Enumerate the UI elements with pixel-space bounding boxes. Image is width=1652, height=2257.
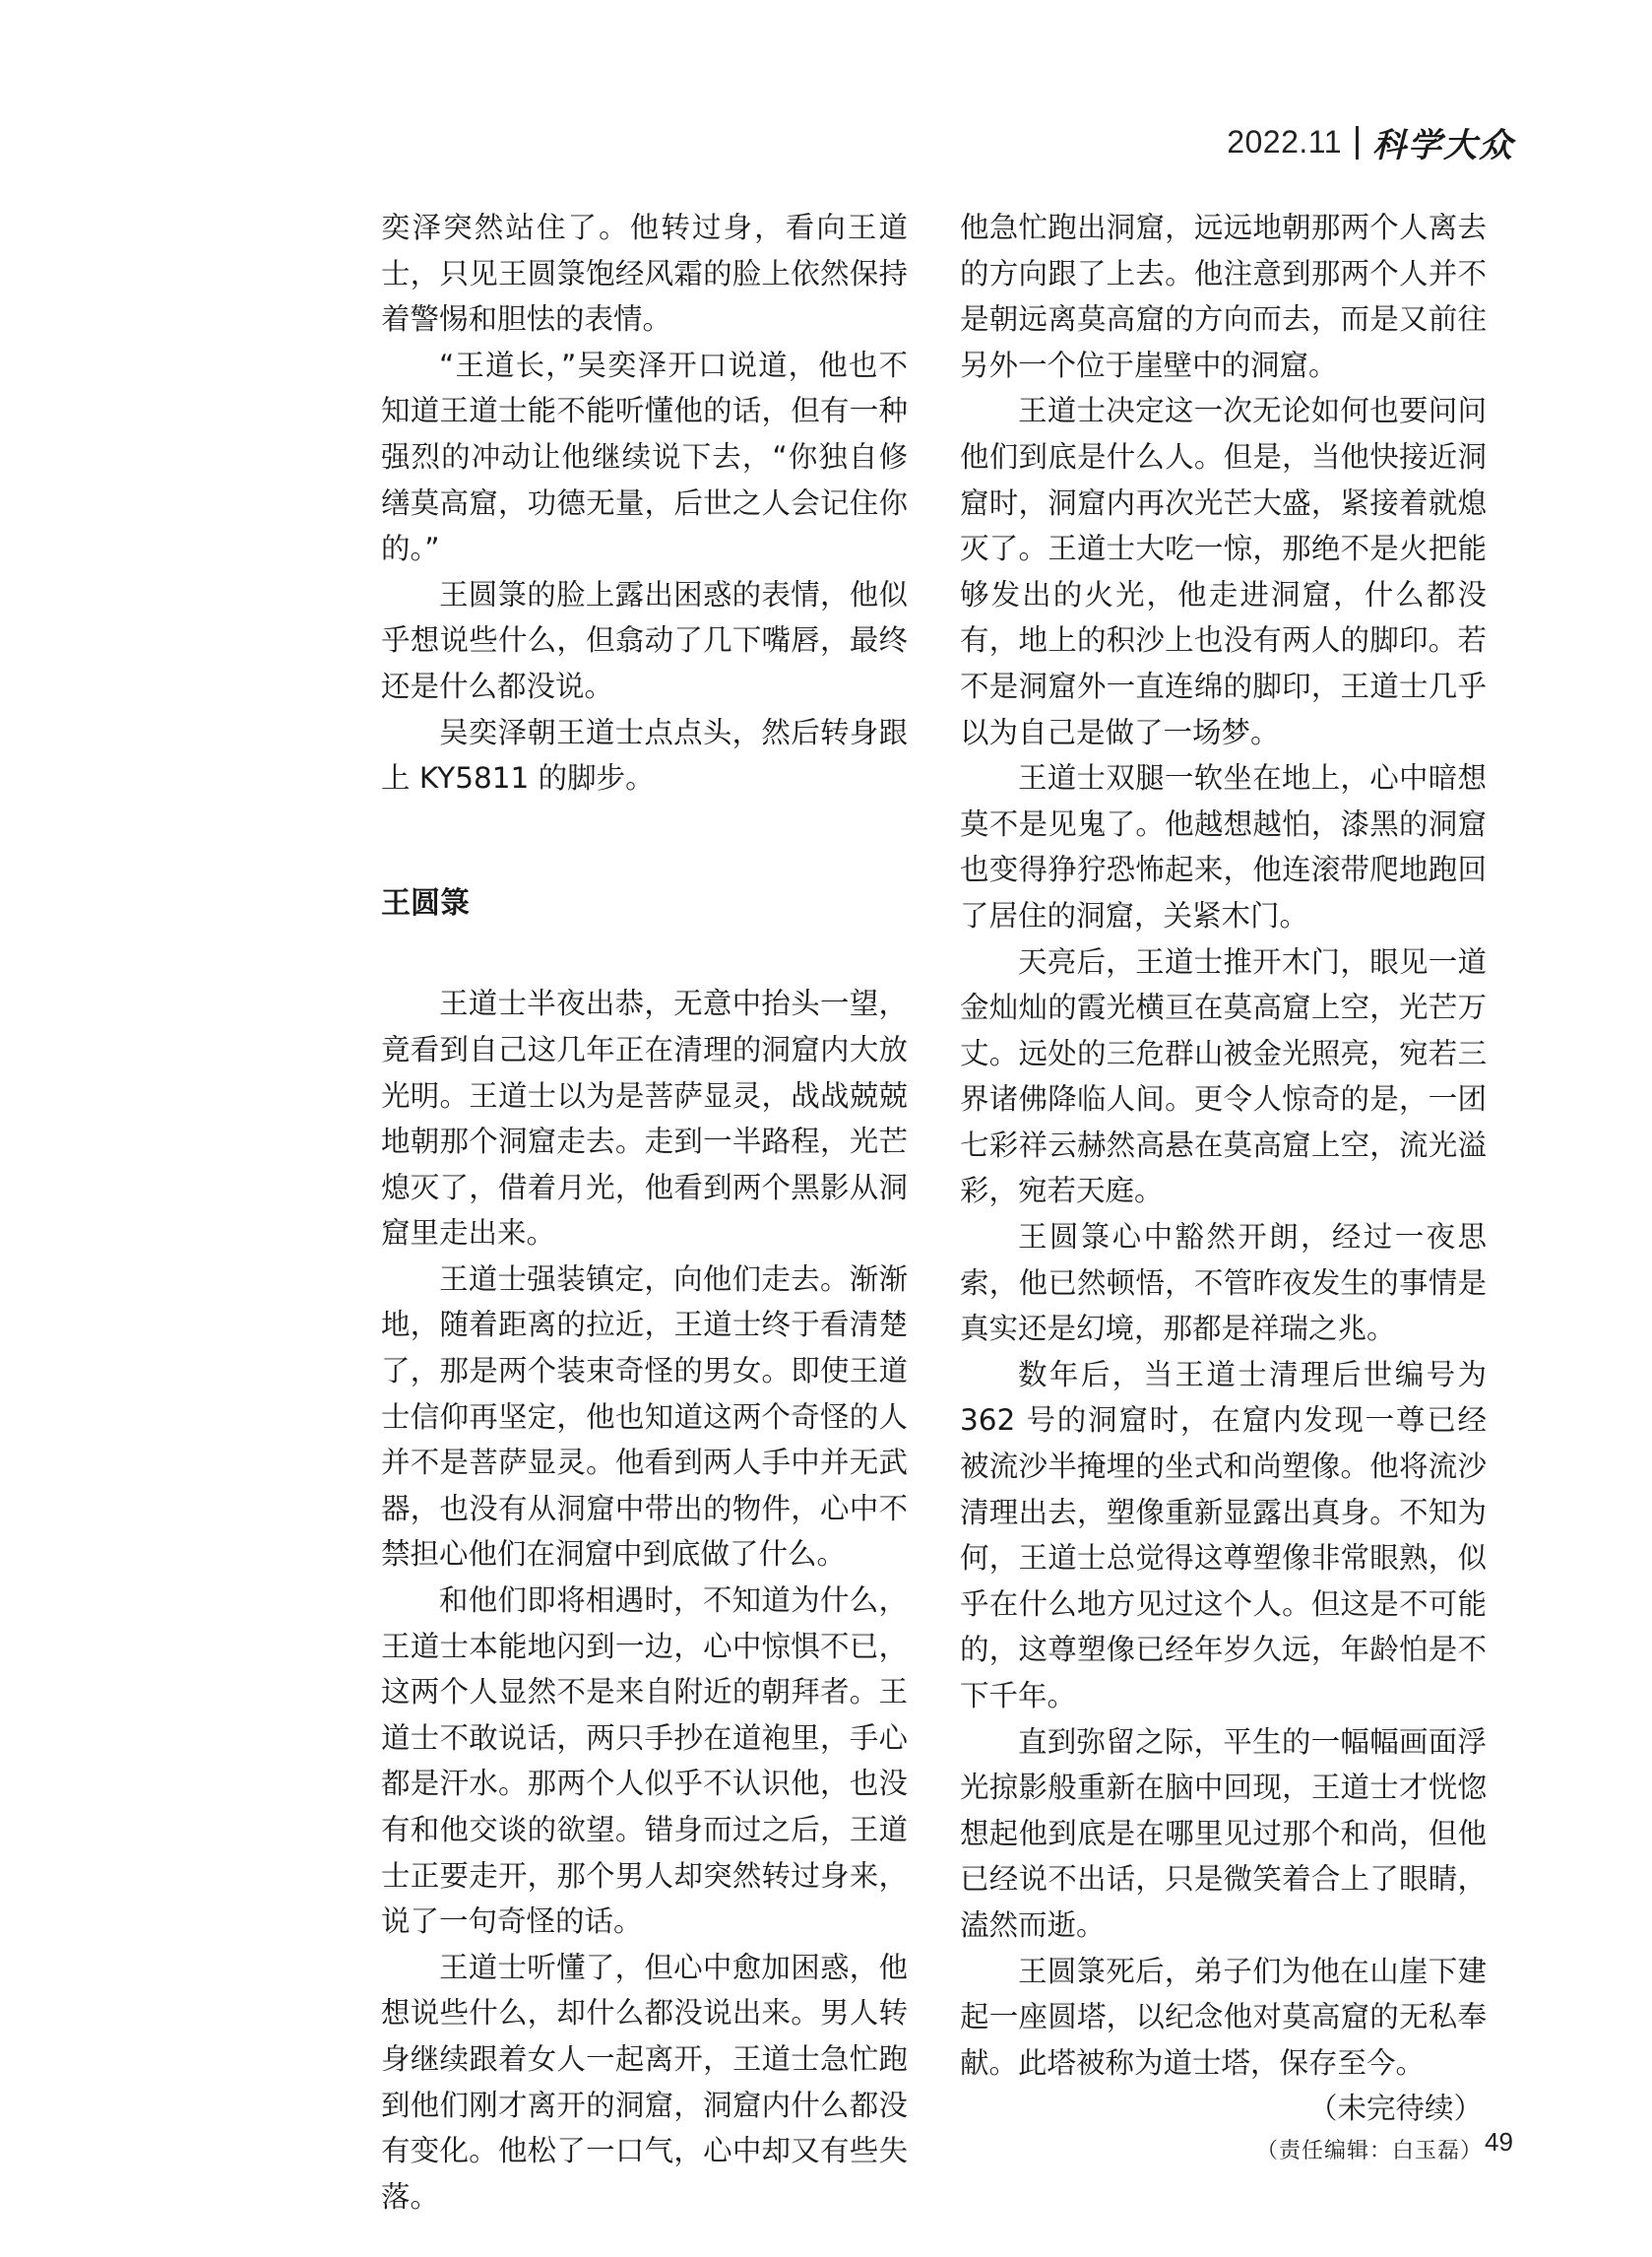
paragraph: 和他们即将相遇时，不知道为什么，王道士本能地闪到一边，心中惊惧不已，这两个人显然不是来自附近的朝拜者。王道士不敢说话，两只手抄在道袍里，手心都是汗水。那两个人似乎不认识他，也没有和他交谈的欲望。错身而过之后，王道士正要走开，那个男人却突然转过身来，说了一句奇怪的话。: [381, 1583, 908, 1939]
magazine-logo: 科学大众: [1372, 126, 1514, 165]
right-column: [960, 205, 1487, 2171]
paragraph: “王道长，”吴奕泽开口说道，他也不知道王道士能不能听懂他的话，但有一种强烈的冲动让他继续说下去，“你独自修缮莫高窟，功德无量，后世之人会记住你的。”: [381, 348, 908, 566]
paragraph: 王道士强装镇定，向他们走去。渐渐地，随着距离的拉近，王道士终于看清楚了，那是两个装束奇怪的男女。即使王道士信仰再坚定，他也知道这两个奇怪的人并不是菩萨显灵。他看到两人手中并无武器，也没有从洞窟中带出的物件，心中不禁担心他们在洞窟中到底做了什么。: [381, 1261, 908, 1572]
editor-credit: （责任编辑：白玉磊）: [1255, 2138, 1483, 2163]
paragraph: 王圆箓死后，弟子们为他在山崖下建起一座圆塔，以纪念他对莫高窟的无私奉献。此塔被称为道士塔，保存至今。: [960, 1954, 1487, 2080]
paragraph: 天亮后，王道士推开木门，眼见一道金灿灿的霞光横亘在莫高窟上空，光芒万丈。远处的三危群山被金光照亮，宛若三界诸佛降临人间。更令人惊奇的是，一团七彩祥云赫然高悬在莫高窟上空，流光溢彩，宛若天庭。: [960, 944, 1487, 1208]
paragraph: 王圆箓心中豁然开朗，经过一夜思索，他已然顿悟，不管昨夜发生的事情是真实还是幻境，那都是祥瑞之兆。: [960, 1220, 1487, 1346]
paragraph: 王圆箓的脸上露出困惑的表情，他似乎想说些什么，但翕动了几下嘴唇，最终还是什么都没说。: [381, 577, 908, 703]
paragraph: 王道士半夜出恭，无意中抬头一望，竟看到自己这几年正在清理的洞窟内大放光明。王道士以为是菩萨显灵，战战兢兢地朝那个洞窟走去。走到一半路程，光芒熄灭了，借着月光，他看到两个黑影从洞窟里走出来。: [381, 987, 908, 1251]
paragraph: 奕泽突然站住了。他转过身，看向王道士，只见王圆箓饱经风霜的脸上依然保持着警惕和胆怯的表情。: [381, 211, 908, 337]
paragraph: 王道士听懂了，但心中愈加困惑，他想说些什么，却什么都没说出来。男人转身继续跟着女人一起离开，王道士急忙跑到他们刚才离开的洞窟，洞窟内什么都没有变化。他松了一口气，心中却又有些失落。: [381, 1950, 908, 2214]
header-divider: [1356, 126, 1359, 160]
section-heading: 王圆箓: [381, 885, 470, 921]
paragraph: 王道士决定这一次无论如何也要问问他们到底是什么人。但是，当他快接近洞窟时，洞窟内再次光芒大盛，紧接着就熄灭了。王道士大吃一惊，那绝不是火把能够发出的火光，他走进洞窟，什么都没有，地上的积沙上也没有两人的脚印。若不是洞窟外一直连绵的脚印，王道士几乎以为自己是做了一场梦。: [960, 394, 1487, 749]
to-be-continued: （未完待续）: [1307, 2092, 1483, 2126]
page-header: [1227, 118, 1514, 166]
paragraph: 吴奕泽朝王道士点点头，然后转身跟上 KY5811 的脚步。: [381, 715, 908, 796]
issue-date: 2022.11: [1227, 124, 1342, 160]
paragraph: 数年后，当王道士清理后世编号为 362 号的洞窟时，在窟内发现一尊已经被流沙半掩埋的坐式和尚塑像。他将流沙清理出去，塑像重新显露出真身。不知为何，王道士总觉得这尊塑像非常眼熟，似乎在什么地方见过这个人。但这是不可能的，这尊塑像已经年岁久远，年龄怕是不下千年。: [960, 1357, 1487, 1712]
page-number: 49: [1485, 2127, 1513, 2157]
left-column: [381, 205, 908, 2220]
paragraph: 他急忙跑出洞窟，远远地朝那两个人离去的方向跟了上去。他注意到那两个人并不是朝远离莫高窟的方向而去，而是又前往另外一个位于崖壁中的洞窟。: [960, 211, 1487, 382]
paragraph: 直到弥留之际，平生的一幅幅画面浮光掠影般重新在脑中回现，王道士才恍惚想起他到底是在哪里见过那个和尚，但他已经说不出话，只是微笑着合上了眼睛，溘然而逝。: [960, 1724, 1487, 1942]
paragraph: 王道士双腿一软坐在地上，心中暗想莫不是见鬼了。他越想越怕，漆黑的洞窟也变得狰狞恐怖起来，他连滚带爬地跑回了居住的洞窟，关紧木门。: [960, 761, 1487, 933]
